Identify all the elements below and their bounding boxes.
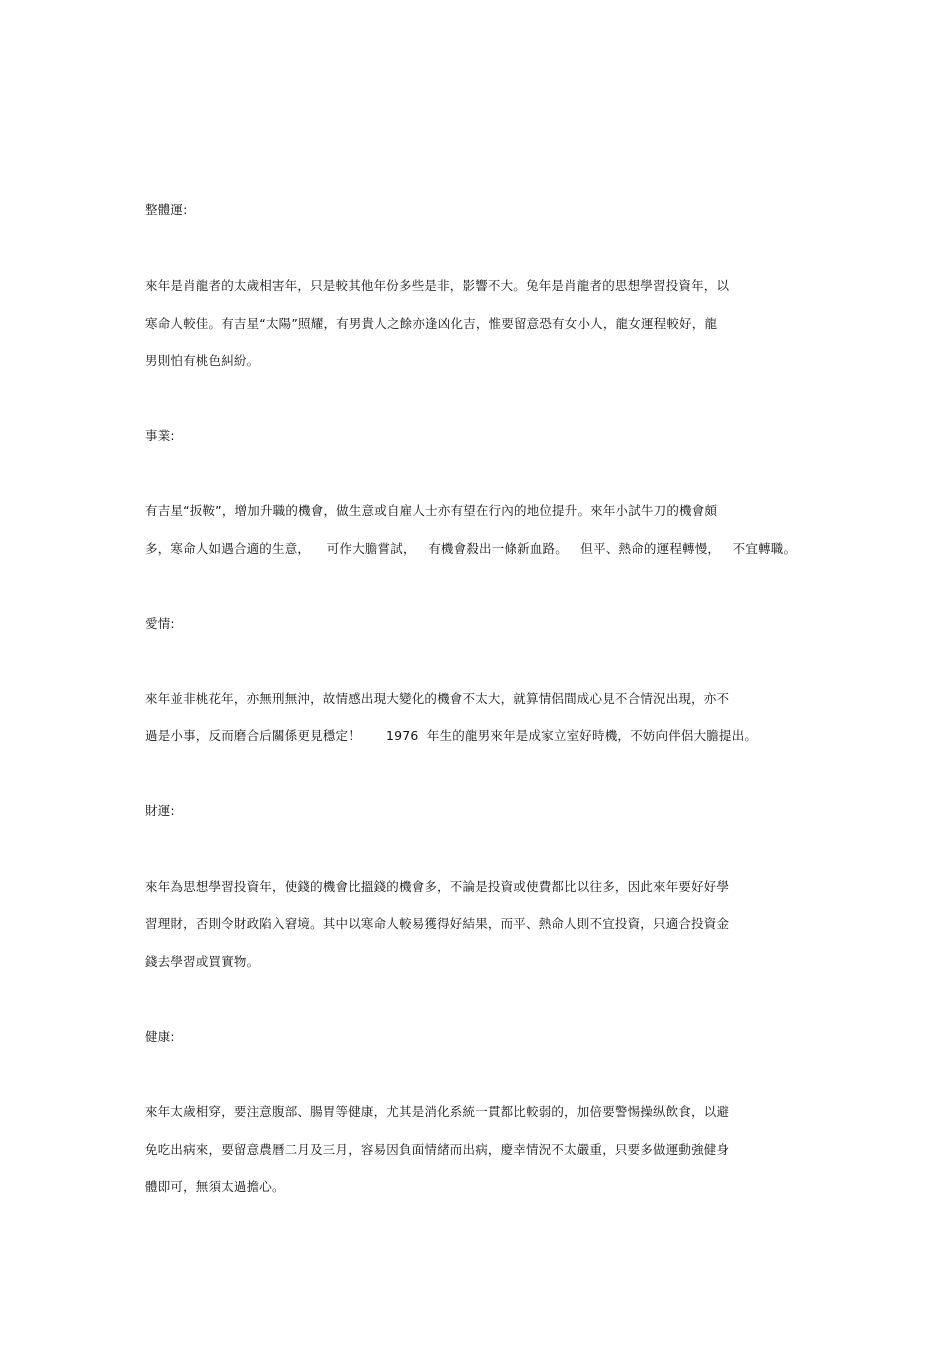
- overall-luck-line-2: 寒命人較佳。有吉星“太陽”照耀，有男貴人之餘亦逢凶化吉，惟要留意恐有女小人，龍女運程較好，龍: [145, 316, 718, 331]
- overall-luck-line-1: 來年是肖龍者的太歲相害年，只是較其他年份多些是非，影響不大。兔年是肖龍者的思想學習投資年，以: [145, 278, 730, 293]
- love-line-2: 過是小事，反而磨合后關係更見穩定！ 1976 年生的龍男來年是成家立室好時機，不妨向伴侶大膽提出。: [145, 728, 758, 743]
- wealth-line-3: 錢去學習或買實物。: [145, 954, 260, 969]
- wealth-line-2: 習理財，否則令財政陷入窘境。其中以寒命人較易獲得好結果，而平、熱命人則不宜投資，只適合投資金: [145, 916, 730, 931]
- career-line-1: 有吉星“扳鞍”，增加升職的機會，做生意或自雇人士亦有望在行內的地位提升。來年小試牛刀的機會頗: [145, 503, 718, 518]
- health-line-3: 體即可，無須太過擔心。: [145, 1179, 285, 1194]
- heading-overall-luck: 整體運:: [145, 202, 188, 217]
- health-line-2: 免吃出病來，要留意農曆二月及三月，容易因負面情緒而出病，慶幸情況不太嚴重，只要多做運動強健身: [145, 1142, 730, 1157]
- heading-wealth: 財運:: [145, 803, 175, 818]
- love-line-1: 來年並非桃花年，亦無刑無沖，故情感出現大變化的機會不太大，就算情侶間成心見不合情況出現，亦不: [145, 691, 730, 706]
- health-line-1: 來年太歲相穿，要注意腹部、腸胃等健康，尤其是消化系統一貫都比較弱的，加倍要警惕操纵飲食，以避: [145, 1104, 730, 1119]
- wealth-line-1: 來年為思想學習投資年，使錢的機會比搵錢的機會多，不論是投資或使費都比以往多，因此來年要好好學: [145, 879, 730, 894]
- career-line-2: 多，寒命人如遇合適的生意， 可作大膽嘗試， 有機會殺出一條新血路。 但平、熱命的運程轉慢， 不宜轉職。: [145, 541, 797, 556]
- overall-luck-line-3: 男則怕有桃色糾紛。: [145, 353, 260, 368]
- heading-love: 愛情:: [145, 616, 175, 631]
- heading-career: 事業:: [145, 428, 175, 443]
- heading-health: 健康:: [145, 1029, 175, 1044]
